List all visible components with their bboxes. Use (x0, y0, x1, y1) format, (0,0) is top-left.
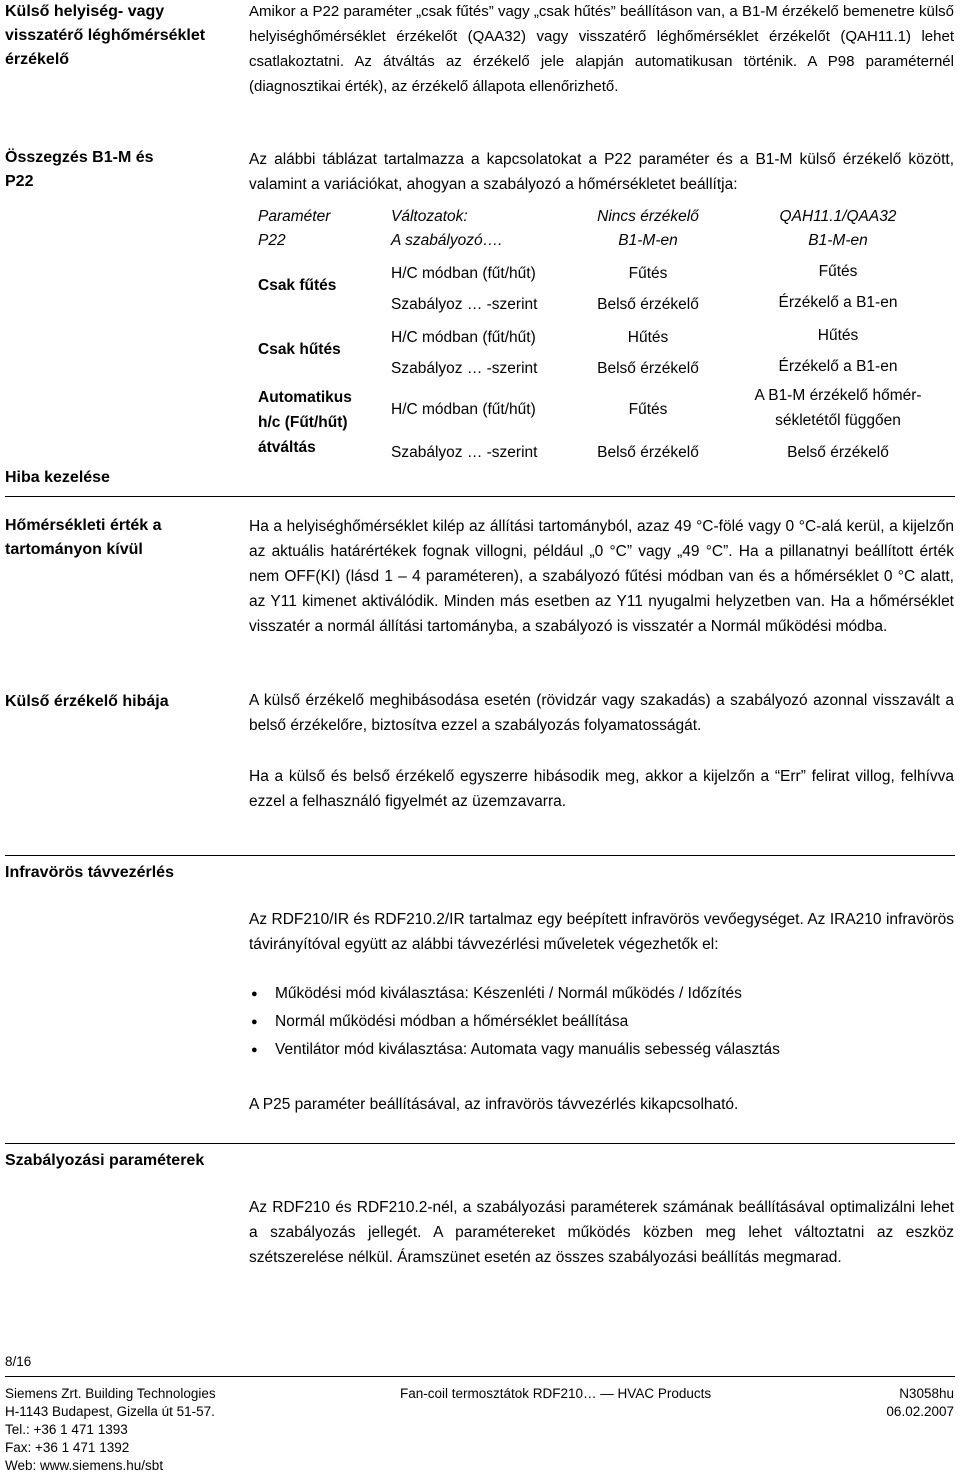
section-title-out-of-range: Hőmérsékleti érték a tartományon kívül (5, 517, 162, 558)
section-text-control-params: Az RDF210 és RDF210.2-nél, a szabályozási paraméterek számának beállításával optimalizálni lehet a szabályozás jellegét. A paramétereket működés közben meg lehet változtatni az eszköz szétszerelése nélkül. Áramszünet esetén az összes szabályozási beállítás megmarad. (249, 1199, 954, 1266)
table-cell-sensor: Belső érzékelő (787, 444, 889, 461)
footer-company: Siemens Zrt. Building Technologies (5, 1386, 216, 1401)
section-text-sensor-fault: A külső érzékelő meghibásodása esetén (rövidzár vagy szakadás) a szabályozó azonnal visszavált a belső érzékelőre, biztosítva ezzel a szabályozás folyamatosságát. (249, 692, 954, 734)
footer-contact (5, 1385, 305, 1475)
footer-divider (5, 1376, 955, 1377)
table-header-sensor-sub: B1-M-en (808, 232, 868, 249)
table-cell-none: Belső érzékelő (597, 444, 699, 461)
table-cell-none: Belső érzékelő (597, 296, 699, 313)
section-text-external-sensor: Amikor a P22 paraméter „csak fűtés” vagy „csak hűtés” beállításon van, a B1-M érzékelő bemenetre külső helyiséghőmérséklet érzékelőt (QAA32) vagy visszatérő léghőmérséklet érzékelőt (QAH11.1) lehet csatlakoztatni. Az átváltás az érzékelő jele alapján automatikusan történik. A P98 paraméternél (diagnosztikai érték), az érzékelő állapota ellenőrizhető. (249, 3, 954, 95)
table-header-param-p22: P22 (258, 232, 286, 249)
section-title-control-params: Szabályozási paraméterek (5, 1152, 205, 1169)
table-header-no-sensor: Nincs érzékelő (597, 208, 699, 225)
section-text-sensor-fault-2: Ha a külső és belső érzékelő egyszerre hibásodik meg, akkor a kijelzőn a “Err” felirat villog, felhívva ezzel a felhasználó figyelmét az üzemzavarra. (249, 768, 954, 810)
list-item: ● Ventilátor mód kiválasztása: Automata vagy manuális sebesség választás (249, 1036, 954, 1064)
table-cell-variant: H/C módban (fűt/hűt) (391, 329, 536, 346)
section-text-summary: Az alábbi táblázat tartalmazza a kapcsolatokat a P22 paraméter és a B1-M külső érzékelő között, valamint a variációkat, ahogyan a szabályozó a hőmérsékletet beállítja: (249, 151, 954, 193)
table-row-param-auto-2: h/c (Fűt/hűt) (258, 414, 348, 431)
section-divider (5, 496, 955, 497)
table-cell-sensor: Fűtés (818, 263, 858, 280)
section-divider (5, 855, 955, 856)
table-header-no-sensor-sub: B1-M-en (618, 232, 678, 249)
table-cell-none: Fűtés (628, 265, 668, 282)
footer-fax: Fax: +36 1 471 1392 (5, 1440, 130, 1455)
table-cell-none: Hűtés (627, 329, 669, 346)
table-header-variants-sub: A szabályozó…. (391, 232, 503, 249)
table-row-param-cooling: Csak hűtés (258, 341, 341, 358)
table-cell-sensor: Hűtés (817, 327, 859, 344)
section-text-infrared-outro: A P25 paraméter beállításával, az infravörös távvezérlés kikapcsolható. (249, 1096, 739, 1113)
table-cell-sensor: A B1-M érzékelő hőmér- (754, 387, 922, 404)
section-divider (5, 1143, 955, 1144)
section-text-infrared: Az RDF210/IR és RDF210.2/IR tartalmaz egy beépített infravörös vevőegységet. Az IRA210 infravörös távirányítóval együtt az alábbi távvezérlési műveletek végezhetők el: (249, 911, 954, 953)
table-row-param-heating: Csak fűtés (258, 277, 337, 294)
footer-web: Web: www.siemens.hu/sbt (5, 1458, 164, 1473)
table-header-param: Paraméter (258, 208, 331, 225)
infrared-feature-list (249, 980, 954, 1064)
page-number: 8/16 (5, 1354, 32, 1369)
table-header-variants: Változatok: (391, 208, 468, 225)
footer-product: Fan-coil termosztátok RDF210… — HVAC Products (400, 1386, 712, 1401)
table-cell-sensor: Érzékelő a B1-en (778, 294, 898, 311)
table-cell-none: Fűtés (628, 401, 668, 418)
list-item: ● Működési mód kiválasztása: Készenléti / Normál működés / Időzítés (249, 980, 954, 1008)
section-title-external-sensor: Külső helyiség- vagy visszatérő léghőmérséklet érzékelő (5, 3, 206, 68)
list-item: ● Normál működési módban a hőmérséklet beállítása (249, 1008, 954, 1036)
section-title-error-handling: Hiba kezelése (5, 469, 110, 486)
table-cell-variant: H/C módban (fűt/hűt) (391, 265, 536, 282)
table-row-param-auto-3: átváltás (258, 439, 316, 456)
footer-date: 06.02.2007 (886, 1404, 954, 1419)
table-header-sensor: QAH11.1/QAA32 (779, 208, 897, 225)
section-title-infrared: Infravörös távvezérlés (5, 864, 174, 881)
footer-docnum: N3058hu (899, 1386, 954, 1401)
table-row-param-auto: Automatikus (258, 389, 352, 406)
footer-address: H-1143 Budapest, Gizella út 51-57. (5, 1404, 215, 1419)
table-cell-variant: Szabályoz … -szerint (391, 360, 538, 377)
table-cell-variant: Szabályoz … -szerint (391, 296, 538, 313)
section-title-sensor-fault: Külső érzékelő hibája (5, 693, 169, 710)
table-cell-sensor: Érzékelő a B1-en (778, 358, 898, 375)
footer-tel: Tel.: +36 1 471 1393 (5, 1422, 128, 1437)
table-cell-variant: H/C módban (fűt/hűt) (391, 401, 536, 418)
section-text-out-of-range: Ha a helyiséghőmérséklet kilép az állítási tartományból, azaz 49 °C-fölé vagy 0 °C-alá kerül, a kijelzőn az aktuális határértékek fognak villogni, például „0 °C” vagy „49 °C”. Ha a pillanatnyi beállított érték nem OFF(KI) (lásd 1 – 4 paraméteren), a szabályozó fűtési módban van és a hőmérséklet 0 °C alatt, az Y11 kimenet aktiválódik. Minden más esetben az Y11 nyugalmi helyzetben van. Ha a hőmérséklet visszatér a normál állítási tartományba, a szabályozó is visszatér a Normál működési módba. (249, 518, 954, 635)
section-title-summary: Összegzés B1-M és P22 (5, 149, 154, 190)
table-cell-none: Belső érzékelő (597, 360, 699, 377)
table-cell-variant: Szabályoz … -szerint (391, 444, 538, 461)
table-cell-sensor: sékletétől függően (775, 412, 901, 429)
